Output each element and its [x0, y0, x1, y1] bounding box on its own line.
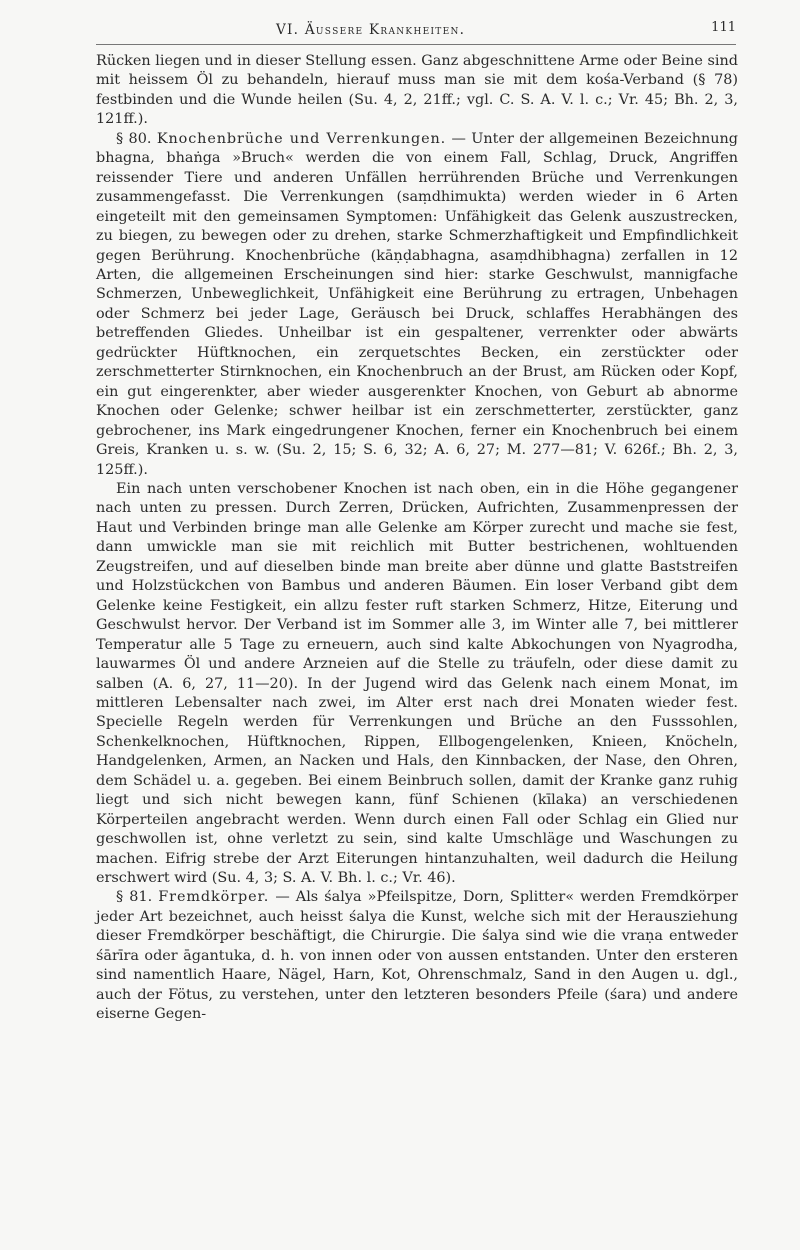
page-number: 111: [711, 20, 736, 35]
paragraph: [96, 52, 738, 130]
header-rule: [96, 44, 736, 45]
section-number: § 81.: [116, 889, 153, 906]
body-text: [96, 52, 738, 1025]
paragraph-text: — Als śalya »Pfeilspitze, Dorn, Splitter« werden Fremdkörper jeder Art bezeichnet, auch heisst śalya die Kunst, welche sich mit der Herausziehung dieser Fremdkörper beschäftigt, die Chirurgie. Die śalya sind wie die vraṇa entweder śārīra oder āgantuka, d. h. von innen oder von aussen entstanden. Unter den ersteren sind namentlich Haare, Nägel, Harn, Kot, Ohrenschmalz, Sand in den Augen u. dgl., auch der Fötus, zu verstehen, unter den letzteren besonders Pfeile (śara) und andere eiserne Gegen-: [96, 889, 739, 1023]
paragraph-text: Ein nach unten verschobener Knochen ist nach oben, ein in die Höhe gegangener nach unten zu pressen. Durch Zerren, Drücken, Aufrichten, Zusammenpressen der Haut und Verbinden bringe man alle Gelenke am Körper zurecht und mache sie fest, dann umwickle man sie mit reichlich mit Butter bestrichenen, wohltuenden Zeugstreifen, und auf dieselben binde man breite aber dünne und glatte Baststreifen und Holzstückchen von Bambus und anderen Bäumen. Ein loser Verband gibt dem Gelenke keine Festigkeit, ein allzu fester ruft starken Schmerz, Hitze, Eiterung und Geschwulst hervor. Der Verband ist im Sommer alle 3, im Winter alle 7, bei mittlerer Temperatur alle 5 Tage zu erneuern, auch sind kalte Abkochungen von Nyagrodha, lauwarmes Öl und andere Arzneien auf die Stelle zu träufeln, oder diese damit zu salben (A. 6, 27, 11—20). In der Jugend wird das Gelenk nach einem Monat, im mittleren Lebensalter nach zwei, im Alter erst nach drei Monaten wieder fest. Specielle Regeln werden für Verrenkungen und Brüche an den Fusssohlen, Schenkelknochen, Hüftknochen, Rippen, Ellbogengelenken, Knieen, Knöcheln, Handgelenken, Armen, an Nacken und Hals, den Kinnbacken, der Nase, den Ohren, dem Schädel u. a. gegeben. Bei einem Beinbruch sollen, damit der Kranke ganz ruhig liegt und sich nicht bewegen kann, fünf Schienen (kīlaka) an verschiedenen Körperteilen angebracht werden. Wenn durch einen Fall oder Schlag ein Glied nur geschwollen ist, ohne verletzt zu sein, sind kalte Umschläge und Waschungen zu machen. Eifrig strebe der Arzt Eiterungen hintanzuhalten, weil dadurch die Heilung erschwert wird (Su. 4, 3; S. A. V. Bh. l. c.; Vr. 46).: [96, 480, 738, 887]
paragraph-text: — Unter der allgemeinen Bezeichnung bhagna, bhaṅga »Bruch« werden die von einem Fall, Schlag, Druck, Angriffen reissender Tiere und anderen Unfällen herrührenden Brüche und Verrenkungen zusammengefasst. Die Verrenkungen (saṃdhimukta) werden wieder in 6 Arten eingeteilt mit den gemeinsamen Symptomen: Unfähigkeit das Gelenk auszustrecken, zu biegen, zu bewegen oder zu drehen, starke Schmerzhaftigkeit und Empfindlichkeit gegen Berührung. Knochenbrüche (kāṇḍabhagna, asaṃdhibhagna) zerfallen in 12 Arten, die allgemeinen Erscheinungen sind hier: starke Geschwulst, mannigfache Schmerzen, Unbeweglichkeit, Unfähigkeit eine Berührung zu ertragen, Unbehagen oder Schmerz bei jeder Lage, Geräusch bei Druck, schlaffes Herabhängen des betreffenden Gliedes. Unheilbar ist ein gespaltener, verrenkter oder abwärts gedrückter Hüftknochen, ein zerquetschtes Becken, ein zerstückter oder zerschmetterter Stirnknochen, ein Knochenbruch an der Brust, am Rücken oder Kopf, ein gut eingerenkter, aber wieder ausgerenkter Knochen, von Geburt ab abnorme Knochen oder Gelenke; schwer heilbar ist ein zerschmetterter, zerstückter, ganz gebrochener, ins Mark eingedrungener Knochen, ferner ein Knochenbruch bei einem Greis, Kranken u. s. w. (Su. 2, 15; S. 6, 32; A. 6, 27; M. 277—81; V. 626f.; Bh. 2, 3, 125ff.).: [96, 130, 739, 478]
paragraph-text: Rücken liegen und in dieser Stellung essen. Ganz abgeschnittene Arme oder Beine sind mit heissem Öl zu behandeln, hierauf muss man sie mit dem kośa-Verband (§ 78) festbinden und die Wunde heilen (Su. 4, 2, 21ff.; vgl. C. S. A. V. l. c.; Vr. 45; Bh. 2, 3, 121ff.).: [96, 53, 738, 128]
chapter-title: VI. Äussere Krankheiten.: [276, 22, 466, 38]
paragraph: [96, 888, 738, 1024]
paragraph: [96, 480, 738, 889]
section-heading: Fremdkörper.: [158, 889, 270, 906]
running-header: [96, 18, 736, 44]
paragraph: [96, 130, 738, 480]
section-number: § 80.: [116, 130, 152, 147]
section-heading: Knochenbrüche und Verrenkungen.: [156, 130, 447, 147]
